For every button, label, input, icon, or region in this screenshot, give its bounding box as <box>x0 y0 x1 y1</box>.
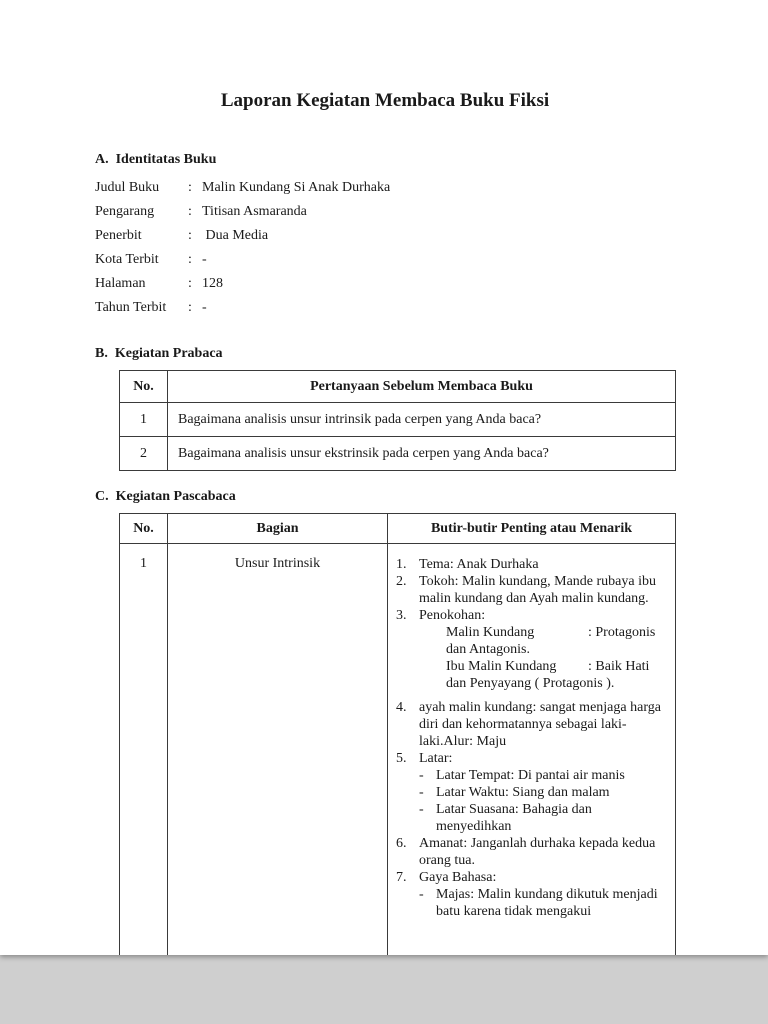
field-value: Dua Media <box>202 228 269 243</box>
row-number: 1 <box>120 403 168 437</box>
field-value: 128 <box>202 276 223 291</box>
item-text: Tema: Anak Durhaka <box>419 557 539 572</box>
subitem-name: Malin Kundang <box>446 625 535 640</box>
field-colon: : <box>188 252 192 267</box>
item-marker: 7. <box>396 870 407 885</box>
field-value: Malin Kundang Si Anak Durhaka <box>202 180 391 195</box>
item-marker: 5. <box>396 751 407 766</box>
list-dash-item <box>419 784 669 801</box>
item-marker: 6. <box>396 836 407 851</box>
field-label: Judul Buku <box>95 180 160 195</box>
item-text: Latar: <box>419 751 453 766</box>
row-number: 1 <box>120 544 168 956</box>
pascabaca-table <box>119 513 676 955</box>
row-question: Bagaimana analisis unsur intrinsik pada cerpen yang Anda baca? <box>168 403 676 437</box>
field-colon: : <box>188 204 192 219</box>
row-question: Bagaimana analisis unsur ekstrinsik pada cerpen yang Anda baca? <box>168 437 676 471</box>
field-label: Penerbit <box>95 228 142 243</box>
field-tahun-terbit <box>95 296 675 320</box>
item-text: Penokohan: <box>419 608 486 623</box>
list-item <box>396 556 669 573</box>
list-item <box>396 869 669 886</box>
field-colon: : <box>188 180 192 195</box>
prabaca-table <box>119 370 676 471</box>
field-judul-buku <box>95 176 675 200</box>
field-pengarang <box>95 200 675 224</box>
pascabaca-header-row <box>120 514 676 544</box>
list-dash-item <box>419 801 669 835</box>
field-label: Pengarang <box>95 204 155 219</box>
item-marker: - <box>419 785 424 800</box>
table-row <box>120 544 676 956</box>
list-item <box>396 750 669 767</box>
field-value: Titisan Asmaranda <box>202 204 307 219</box>
list-item <box>396 573 669 607</box>
item-marker: 4. <box>396 700 407 715</box>
subitem-text: : Protagonis dan Antagonis. <box>446 625 656 657</box>
item-marker: 3. <box>396 608 407 623</box>
butir-list <box>396 556 669 920</box>
section-heading-prabaca: B. Kegiatan Prabaca <box>95 346 223 361</box>
item-text: Latar Waktu: Siang dan malam <box>436 785 610 800</box>
section-heading-identitas: A. Identitatas Buku <box>95 152 217 167</box>
item-marker: 1. <box>396 557 407 572</box>
row-butir <box>388 544 676 956</box>
list-item <box>396 835 669 869</box>
item-text: Latar Suasana: Bahagia dan menyedihkan <box>436 802 592 834</box>
item-text: Gaya Bahasa: <box>419 870 497 885</box>
list-subitem <box>446 624 669 658</box>
item-marker: - <box>419 887 424 902</box>
field-kota-terbit <box>95 248 675 272</box>
document-title: Laporan Kegiatan Membaca Buku Fiksi <box>220 90 550 111</box>
item-text: Tokoh: Malin kundang, Mande rubaya ibu malin kundang dan Ayah malin kundang. <box>419 574 656 606</box>
list-dash-item <box>419 767 669 784</box>
list-subitem <box>446 658 669 692</box>
pascabaca-header-no: No. <box>120 514 168 544</box>
prabaca-header-no: No. <box>120 371 168 403</box>
field-colon: : <box>188 228 192 243</box>
prabaca-header-row <box>120 371 676 403</box>
field-value: - <box>202 300 207 315</box>
item-marker: - <box>419 802 424 817</box>
field-label: Halaman <box>95 276 146 291</box>
subitem-name: Ibu Malin Kundang <box>446 659 557 674</box>
item-marker: - <box>419 768 424 783</box>
section-heading-pascabaca: C. Kegiatan Pascabaca <box>95 489 236 504</box>
list-item <box>396 607 669 624</box>
identitas-fields <box>95 176 675 320</box>
field-colon: : <box>188 276 192 291</box>
field-colon: : <box>188 300 192 315</box>
table-row <box>120 403 676 437</box>
row-bagian: Unsur Intrinsik <box>168 544 388 956</box>
field-penerbit <box>95 224 675 248</box>
field-value: - <box>202 252 207 267</box>
item-text: Majas: Malin kundang dikutuk menjadi batu karena tidak mengakui <box>436 887 658 919</box>
item-text: Amanat: Janganlah durhaka kepada kedua orang tua. <box>419 836 656 868</box>
item-text: ayah malin kundang: sangat menjaga harga diri dan kehormatannya sebagai laki-laki.Alur: Maju <box>419 700 661 749</box>
field-label: Tahun Terbit <box>95 300 167 315</box>
item-marker: 2. <box>396 574 407 589</box>
subitem-text: : Baik Hati dan Penyayang ( Protagonis ). <box>446 659 650 691</box>
field-halaman <box>95 272 675 296</box>
field-label: Kota Terbit <box>95 252 159 267</box>
pascabaca-header-butir: Butir-butir Penting atau Menarik <box>388 514 676 544</box>
prabaca-header-question: Pertanyaan Sebelum Membaca Buku <box>168 371 676 403</box>
item-text: Latar Tempat: Di pantai air manis <box>436 768 625 783</box>
list-item <box>396 699 669 750</box>
table-row <box>120 437 676 471</box>
pascabaca-header-bagian: Bagian <box>168 514 388 544</box>
row-number: 2 <box>120 437 168 471</box>
list-dash-item <box>419 886 669 920</box>
